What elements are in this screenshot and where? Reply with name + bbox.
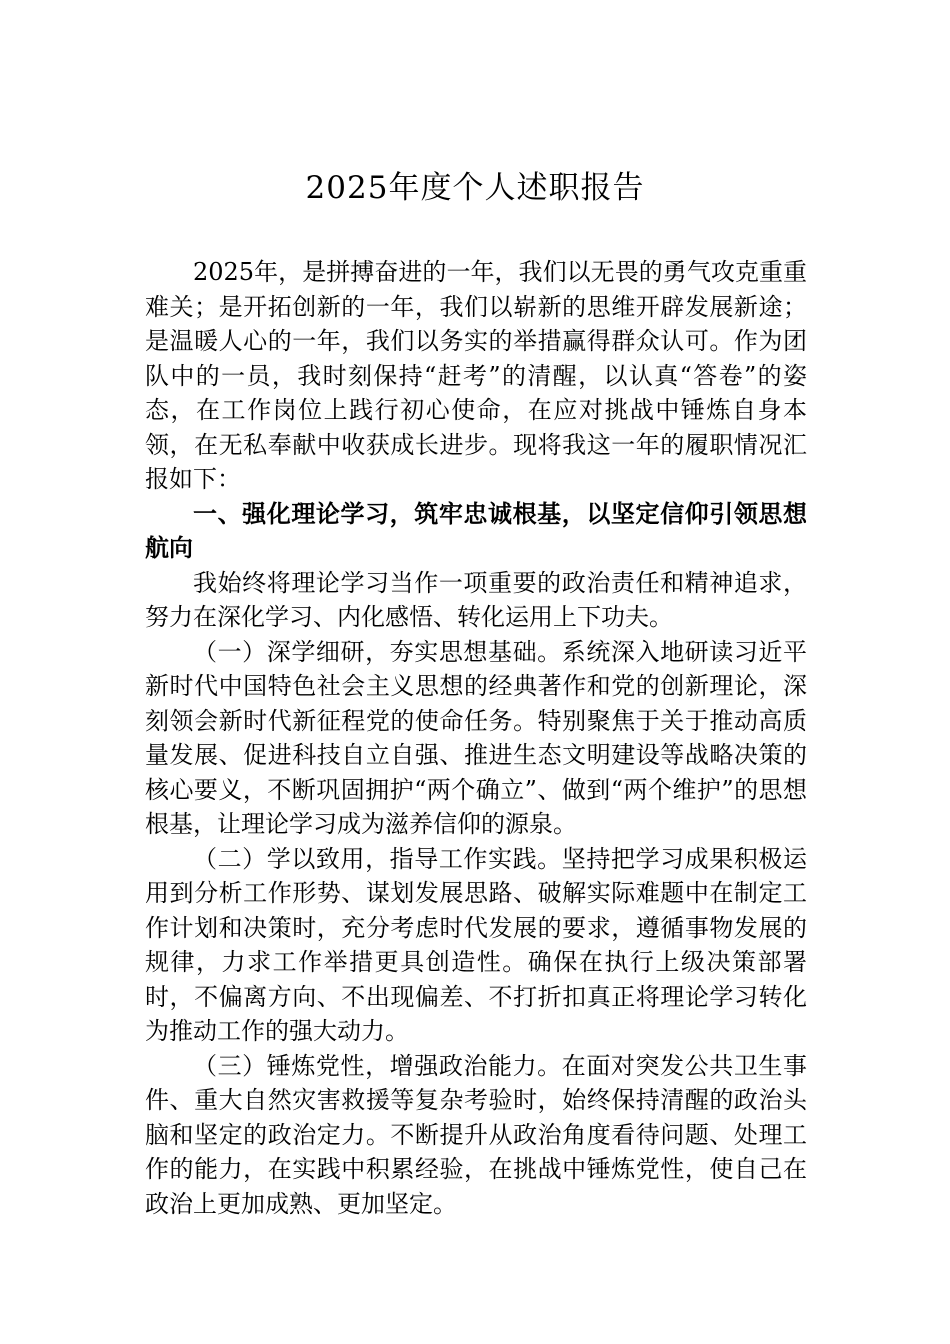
subsection-3-paragraph: （三）锤炼党性，增强政治能力。在面对突发公共卫生事件、重大自然灾害救援等复杂考验时，始终保持清醒的政治头脑和坚定的政治定力。不断提升从政治角度看待问题、处理工作的能力，在实践中积累经验，在挑战中锤炼党性，使自己在政治上更加成熟、更加坚定。	[145, 1051, 807, 1218]
page-title: 2025年度个人述职报告	[305, 170, 645, 206]
section-heading: 一、强化理论学习，筑牢忠诚根基，以坚定信仰引领思想航向	[145, 498, 807, 562]
intro-paragraph: 2025年，是拼搏奋进的一年，我们以无畏的勇气攻克重重难关；是开拓创新的一年，我们以崭新的思维开辟发展新途；是温暖人心的一年，我们以务实的举措赢得群众认可。作为团队中的一员，我时刻保持“赶考”的清醒，以认真“答卷”的姿态，在工作岗位上践行初心使命，在应对挑战中锤炼自身本领，在无私奉献中收获成长进步。现将我这一年的履职情况汇报如下：	[145, 258, 807, 493]
subsection-2-paragraph: （二）学以致用，指导工作实践。坚持把学习成果积极运用到分析工作形势、谋划发展思路、破解实际难题中在制定工作计划和决策时，充分考虑时代发展的要求，遵循事物发展的规律，力求工作举措更具创造性。确保在执行上级决策部署时，不偏离方向、不出现偏差、不打折扣真正将理论学习转化为推动工作的强大动力。	[145, 844, 807, 1045]
section-intro-paragraph: 我始终将理论学习当作一项重要的政治责任和精神追求，努力在深化学习、内化感悟、转化运用上下功夫。	[145, 568, 807, 631]
document-body	[145, 255, 807, 1221]
subsection-1-paragraph: （一）深学细研，夯实思想基础。系统深入地研读习近平新时代中国特色社会主义思想的经典著作和党的创新理论，深刻领会新时代新征程党的使命任务。特别聚焦于关于推动高质量发展、促进科技自立自强、推进生态文明建设等战略决策的核心要义，不断巩固拥护“两个确立”、做到“两个维护”的思想根基，让理论学习成为滋养信仰的源泉。	[145, 637, 807, 838]
